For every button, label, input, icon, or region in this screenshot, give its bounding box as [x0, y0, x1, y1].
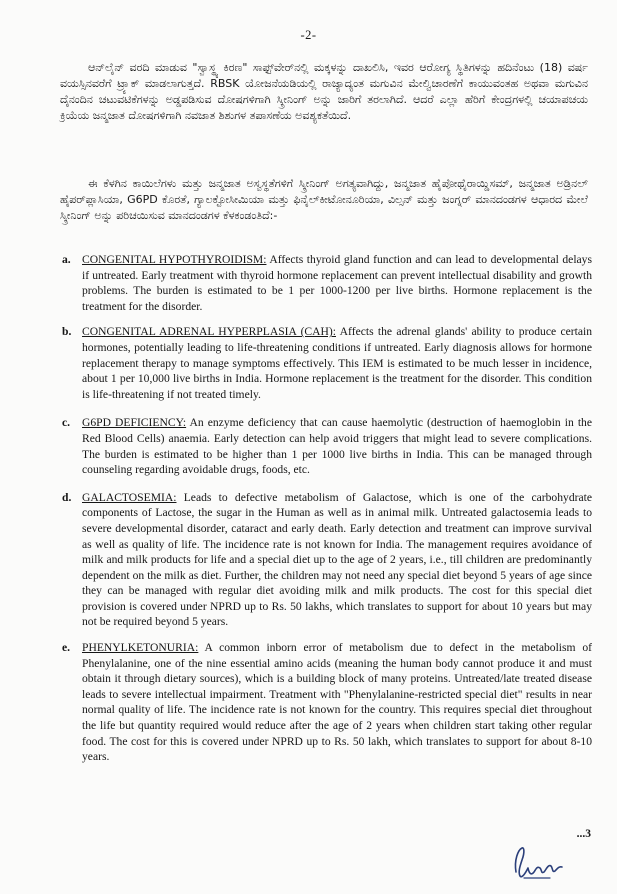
item-term: PHENYLKETONURIA:: [82, 641, 199, 655]
disorder-list: [60, 252, 592, 765]
item-term: GALACTOSEMIA:: [82, 490, 177, 504]
list-item-g6pd-deficiency: [60, 415, 592, 477]
item-term: G6PD DEFICIENCY:: [82, 416, 187, 430]
kannada-paragraph-1: ಆನ್‌ಲೈನ್ ವರದಿ ಮಾಡುವ "ಸ್ವಾಸ್ಥ್ಯ ಕಿರಣ" ಸಾಫ್ಟ್‌ವೇರ್‌ನಲ್ಲಿ ಮಕ್ಕಳನ್ನು ದಾಖಲಿಸಿ, ಇವರ ಆರೋಗ್ಯ ಸ್ಥಿತಿಗಳನ್ನು ಹದಿನೆಂಟು (18) ವರ್ಷ ವಯಸ್ಸಿನವರೆಗೆ ಟ್ರ್ಯಾಕ್ ಮಾಡಲಾಗುತ್ತದೆ. RBSK ಯೋಜನೆಯಡಿಯಲ್ಲಿ ರಾಜ್ಯಾದ್ಯಂತ ಮಗುವಿನ ಮೇಲ್ವಿಚಾರಣೆಗೆ ಕಾಯುವಂತಹ ಅಥವಾ ಮಗುವಿನ ದೈನಂದಿನ ಚಟುವಟಿಕೆಗಳನ್ನು ಅಡ್ಡಪಡಿಸುವ ದೋಷಗಳಿಗಾಗಿ ಸ್ಕ್ರೀನಿಂಗ್ ಅನ್ನು ಜಾರಿಗೆ ತರಲಾಗಿದೆ. ಆದರೆ ಎಲ್ಲಾ ಹೆರಿಗೆ ಕೇಂದ್ರಗಳಲ್ಲಿ ಚಯಾಪಚಯ ಕ್ರಿಯೆಯ ಜನ್ಮಜಾತ ದೋಷಗಳಿಗಾಗಿ ನವಜಾತ ಶಿಶುಗಳ ತಪಾಸಣೆಯ ಅವಶ್ಯಕತೆಯಿದೆ.: [60, 61, 588, 122]
item-letter: b.: [62, 325, 72, 339]
list-item-congenital-hypothyroidism: [60, 252, 592, 314]
item-letter: e.: [62, 641, 71, 655]
item-letter: a.: [62, 253, 71, 266]
list-item-congenital-adrenal-hyperplasia: [60, 324, 592, 402]
item-description: Leads to defective metabolism of Galactose, which is one of the carbohydrate components of Lactose, the sugar in the Human as well as in animal milk. Untreated galactosemia leads to severe developmental disorder, cataract and early death. Early detection and treatment can improve survival as well as quality of life. The incidence rate is not known for India. The management requires avoidance of milk and milk products for life and a special diet up to the age of 2 years, i.e., till children are predominantly dependent on the milk as diet. Further, the children may not need any special diet beyond 5 years of age since they can be managed with regular diet avoiding milk and milk products. The cost for this special diet provision is covered under NPRD up to Rs. 50 lakhs, which translates to support for about 10 years but may not be required beyond 5 years.: [82, 490, 592, 629]
item-description: Affects thyroid gland function and can lead to developmental delays if untreated. Early treatment with thyroid hormone replacement can prevent intellectual disability and growth problems. The burden is estimated to be 1 per 1000-1200 per live births. Hormone replacement is the treatment for the disorder.: [82, 253, 592, 313]
page-number: -2-: [300, 28, 317, 42]
item-term: CONGENITAL HYPOTHYROIDISM:: [82, 253, 267, 266]
kannada-paragraph-2: ಈ ಕೆಳಗಿನ ಕಾಯಿಲೆಗಳು ಮತ್ತು ಜನ್ಮಜಾತ ಅಸ್ವಸ್ಥತೆಗಳಿಗೆ ಸ್ಕ್ರೀನಿಂಗ್ ಅಗತ್ಯವಾಗಿದ್ದು, ಜನ್ಮಜಾತ ಹೈಪೋಥೈರಾಯ್ಡಿಸಮ್, ಜನ್ಮಜಾತ ಅಡ್ರಿನಲ್ ಹೈಪರ್‌ಪ್ಲಾಸಿಯಾ, G6PD ಕೊರತೆ, ಗ್ಯಾಲಕ್ಟೋಸೀಮಿಯಾ ಮತ್ತು ಫಿನೈಲ್‌ಕೀಟೋನೂರಿಯಾ, ವಿಲ್ಸನ್ ಮತ್ತು ಜಂಗ್ನರ್ ಮಾನದಂಡಗಳ ಆಧಾರದ ಮೇಲೆ ಸ್ಕ್ರೀನಿಂಗ್ ಅನ್ನು ಪರಿಚಯಿಸುವ ಮಾನದಂಡಗಳ ಕೆಳಕಂಡಂತಿದೆ:-: [60, 177, 588, 222]
item-description: An enzyme deficiency that can cause haemolytic (destruction of haemoglobin in the Red Blood Cells) anaemia. Early detection can help avoid triggers that might lead to severe complications. The burden is estimated to be higher than 1 per 1000 live births in India. This can be managed through counseling regarding avoidable drugs, foods, etc.: [82, 416, 592, 477]
continuation-marker: ...3: [576, 828, 591, 840]
list-item-phenylketonuria: [60, 640, 592, 765]
item-description: A common inborn error of metabolism due to defect in the metabolism of Phenylalanine, one of the nine essential amino acids (meaning the human body cannot produce it and must obtain it through dietary sources), which is a building block of many proteins. Untreated/late treated disease leads to severe intellectual impairment. Treatment with "Phenylalanine-restricted special diet" results in near normal quality of life. The incidence rate is not known for the country. This requires special diet throughout the life but quantity required would reduce after the age of 2 years when children start taking other regular food. The cost for this is covered under NPRD up to Rs. 50 lakh, which translates to support for about 8-10 years.: [82, 641, 592, 764]
item-letter: c.: [62, 416, 71, 430]
item-term: CONGENITAL ADRENAL HYPERPLASIA (CAH):: [82, 325, 336, 339]
item-letter: d.: [62, 490, 72, 504]
handwritten-signature: [510, 842, 566, 884]
list-item-galactosemia: [60, 490, 592, 630]
item-description: Affects the adrenal glands' ability to produce certain hormones, potentially leading to life-threatening conditions if untreated. Early diagnosis allows for hormone replacement therapy to manage symptoms effectively. This IEM is estimated to be much lesser in incidence, about 1 per 10,000 live births in India. Hormone replacement is the treatment for the disorder. This condition is life-threatening if not treated timely.: [82, 325, 592, 401]
